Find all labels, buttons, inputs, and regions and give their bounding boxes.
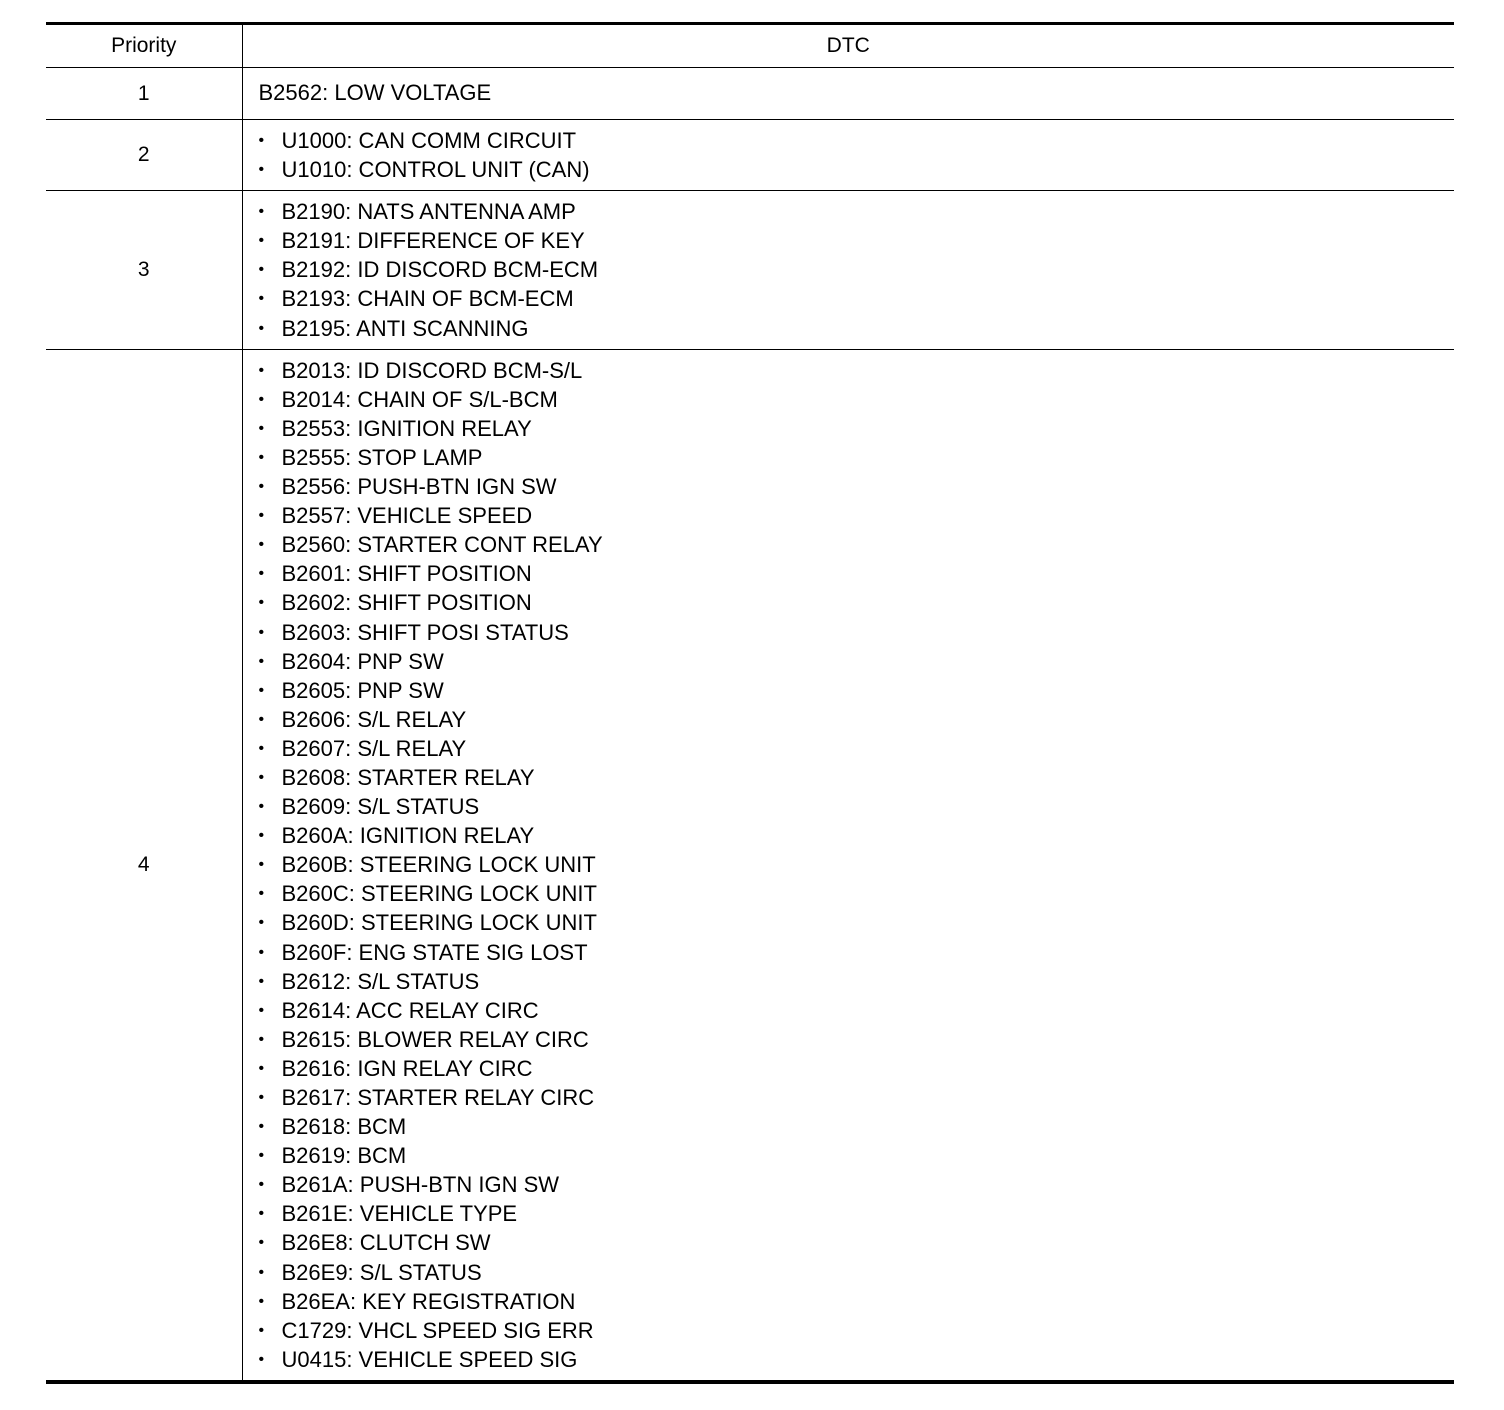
list-item — [259, 908, 1455, 937]
dtc-code: C1729: VHCL SPEED SIG ERR — [281, 1317, 594, 1343]
table-row — [46, 68, 1454, 120]
bullet-icon: • — [258, 390, 265, 408]
bullet-icon: • — [258, 943, 265, 961]
bullet-icon: • — [258, 361, 265, 379]
list-item — [259, 967, 1455, 996]
bullet-icon: • — [258, 914, 265, 932]
list-item — [259, 501, 1455, 530]
bullet-icon: • — [258, 623, 265, 641]
header-priority: Priority — [46, 24, 242, 68]
list-item — [259, 996, 1455, 1025]
dtc-list — [259, 126, 1455, 184]
bullet-icon: • — [258, 203, 265, 221]
list-item — [259, 1287, 1455, 1316]
list-item — [259, 126, 1455, 155]
dtc-code: B2603: SHIFT POSI STATUS — [281, 619, 569, 645]
list-item — [259, 821, 1455, 850]
table-row — [46, 120, 1454, 191]
list-item — [259, 559, 1455, 588]
list-item — [259, 1345, 1455, 1374]
list-item — [259, 1054, 1455, 1083]
bullet-icon: • — [258, 1350, 265, 1368]
list-item — [259, 1025, 1455, 1054]
list-item — [259, 1258, 1455, 1287]
bullet-icon: • — [258, 1030, 265, 1048]
dtc-code: B261A: PUSH-BTN IGN SW — [281, 1172, 560, 1198]
list-item — [259, 792, 1455, 821]
dtc-code: B2602: SHIFT POSITION — [281, 590, 532, 616]
dtc-code: B2192: ID DISCORD BCM-ECM — [281, 257, 599, 283]
dtc-code: B2557: VEHICLE SPEED — [281, 503, 533, 529]
dtc-code: B2195: ANTI SCANNING — [281, 315, 529, 341]
list-item — [259, 443, 1455, 472]
bullet-icon: • — [258, 1263, 265, 1281]
dtc-code: B26E8: CLUTCH SW — [281, 1230, 491, 1256]
dtc-code: B2619: BCM — [281, 1143, 407, 1169]
dtc-code: B260F: ENG STATE SIG LOST — [281, 939, 588, 965]
bullet-icon: • — [258, 1147, 265, 1165]
dtc-code: B260D: STEERING LOCK UNIT — [281, 910, 597, 936]
list-item — [259, 1083, 1455, 1112]
list-item — [259, 647, 1455, 676]
list-item — [259, 879, 1455, 908]
dtc-priority-table — [46, 22, 1454, 1384]
dtc-code: B2614: ACC RELAY CIRC — [281, 997, 539, 1023]
bullet-icon: • — [258, 290, 265, 308]
dtc-code: B2608: STARTER RELAY — [281, 764, 535, 790]
list-item — [259, 1141, 1455, 1170]
dtc-code: B2601: SHIFT POSITION — [281, 561, 532, 587]
list-item — [259, 255, 1455, 284]
header-dtc: DTC — [242, 24, 1454, 68]
bullet-icon: • — [258, 1321, 265, 1339]
bullet-icon: • — [258, 232, 265, 250]
dtc-list — [259, 197, 1455, 342]
dtc-code: B2556: PUSH-BTN IGN SW — [281, 474, 557, 500]
dtc-cell — [242, 191, 1454, 349]
priority-cell: 3 — [46, 191, 242, 349]
table-body — [46, 68, 1454, 1382]
list-item — [259, 1316, 1455, 1345]
bullet-icon: • — [258, 536, 265, 554]
dtc-code: B2013: ID DISCORD BCM-S/L — [281, 357, 583, 383]
bullet-icon: • — [258, 161, 265, 179]
list-item — [259, 284, 1455, 313]
dtc-code: B260C: STEERING LOCK UNIT — [281, 881, 597, 907]
dtc-code: B2190: NATS ANTENNA AMP — [281, 199, 576, 225]
list-item — [259, 1228, 1455, 1257]
table-header-row — [46, 24, 1454, 68]
bullet-icon: • — [258, 261, 265, 279]
list-item — [259, 314, 1455, 343]
bullet-icon: • — [258, 972, 265, 990]
dtc-code: B260A: IGNITION RELAY — [281, 823, 535, 849]
bullet-icon: • — [258, 798, 265, 816]
list-item — [259, 938, 1455, 967]
bullet-icon: • — [258, 1059, 265, 1077]
dtc-code: B2555: STOP LAMP — [281, 444, 483, 470]
priority-cell: 1 — [46, 68, 242, 120]
bullet-icon: • — [258, 739, 265, 757]
list-item — [259, 472, 1455, 501]
bullet-icon: • — [258, 768, 265, 786]
table-row — [46, 191, 1454, 349]
bullet-icon: • — [258, 319, 265, 337]
dtc-code: B2616: IGN RELAY CIRC — [281, 1055, 533, 1081]
dtc-code: B2014: CHAIN OF S/L-BCM — [281, 386, 558, 412]
list-item — [259, 588, 1455, 617]
list-item — [259, 676, 1455, 705]
dtc-code: B260B: STEERING LOCK UNIT — [281, 852, 596, 878]
bullet-icon: • — [258, 885, 265, 903]
dtc-code: B2560: STARTER CONT RELAY — [281, 532, 603, 558]
dtc-code: B2612: S/L STATUS — [281, 968, 480, 994]
dtc-code: B2609: S/L STATUS — [281, 794, 480, 820]
list-item — [259, 1112, 1455, 1141]
bullet-icon: • — [258, 652, 265, 670]
list-item — [259, 1170, 1455, 1199]
dtc-code: B2553: IGNITION RELAY — [281, 415, 532, 441]
dtc-code: B2606: S/L RELAY — [281, 706, 467, 732]
dtc-cell — [242, 349, 1454, 1382]
bullet-icon: • — [258, 1234, 265, 1252]
bullet-icon: • — [258, 1001, 265, 1019]
bullet-icon: • — [258, 1176, 265, 1194]
list-item — [259, 155, 1455, 184]
bullet-icon: • — [258, 478, 265, 496]
bullet-icon: • — [258, 1118, 265, 1136]
dtc-code: B2617: STARTER RELAY CIRC — [281, 1085, 595, 1110]
dtc-code: B2618: BCM — [281, 1114, 407, 1140]
dtc-code: B2604: PNP SW — [281, 648, 444, 674]
table-row — [46, 349, 1454, 1382]
dtc-code: B2191: DIFFERENCE OF KEY — [281, 228, 585, 254]
dtc-list — [259, 356, 1455, 1374]
dtc-code: B2605: PNP SW — [281, 677, 444, 703]
bullet-icon: • — [258, 507, 265, 525]
list-item — [259, 1199, 1455, 1228]
list-item — [259, 734, 1455, 763]
bullet-icon: • — [258, 565, 265, 583]
bullet-icon: • — [258, 681, 265, 699]
bullet-icon: • — [258, 419, 265, 437]
dtc-code: B26EA: KEY REGISTRATION — [281, 1288, 576, 1314]
bullet-icon: • — [258, 132, 265, 149]
dtc-code: U1010: CONTROL UNIT (CAN) — [281, 157, 590, 183]
dtc-code: U0415: VEHICLE SPEED SIG — [281, 1346, 578, 1372]
list-item — [259, 705, 1455, 734]
bullet-icon: • — [258, 448, 265, 466]
dtc-cell — [242, 68, 1454, 120]
dtc-code: B2607: S/L RELAY — [281, 735, 467, 761]
list-item — [259, 530, 1455, 559]
dtc-code: B261E: VEHICLE TYPE — [281, 1201, 518, 1227]
list-item — [259, 385, 1455, 414]
list-item — [259, 763, 1455, 792]
dtc-cell — [242, 120, 1454, 191]
list-item — [259, 356, 1455, 385]
bullet-icon: • — [258, 1292, 265, 1310]
bullet-icon: • — [258, 856, 265, 874]
priority-cell: 2 — [46, 120, 242, 191]
dtc-code: U1000: CAN COMM CIRCUIT — [281, 128, 577, 153]
bullet-icon: • — [258, 710, 265, 728]
bullet-icon: • — [258, 1205, 265, 1223]
dtc-code: B2193: CHAIN OF BCM-ECM — [281, 286, 574, 312]
list-item — [259, 850, 1455, 879]
list-item — [259, 618, 1455, 647]
list-item — [259, 197, 1455, 226]
priority-cell: 4 — [46, 349, 242, 1382]
bullet-icon: • — [258, 594, 265, 612]
list-item — [259, 414, 1455, 443]
dtc-code: B2562: LOW VOLTAGE — [258, 80, 492, 105]
bullet-icon: • — [258, 827, 265, 845]
list-item — [259, 226, 1455, 255]
bullet-icon: • — [258, 1089, 265, 1106]
dtc-code: B2615: BLOWER RELAY CIRC — [281, 1026, 589, 1052]
dtc-code: B26E9: S/L STATUS — [281, 1259, 482, 1285]
